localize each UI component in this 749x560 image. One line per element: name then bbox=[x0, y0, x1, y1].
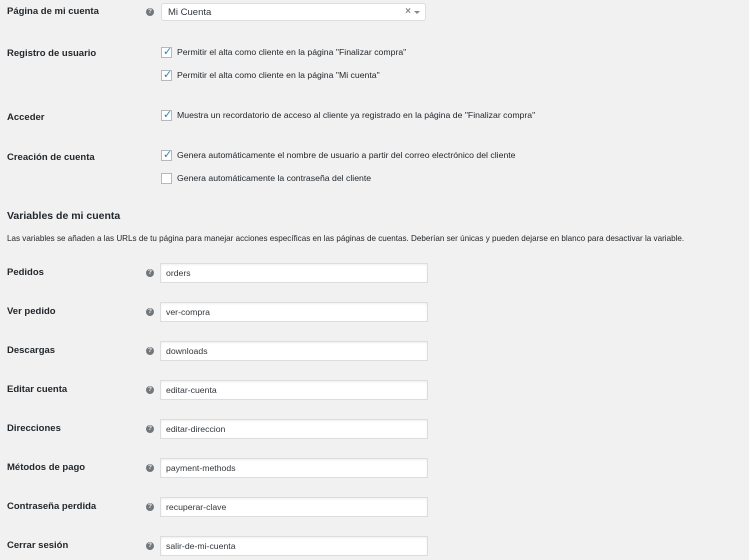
question-icon[interactable]: ? bbox=[146, 8, 154, 16]
endpoint-label: Cerrar sesión bbox=[7, 540, 69, 551]
login-reminder-checkbox[interactable] bbox=[161, 110, 172, 121]
login-row bbox=[0, 107, 749, 127]
question-icon[interactable]: ? bbox=[146, 308, 154, 316]
endpoints-section-description: Las variables se añaden a las URLs de tu página para manejar acciones específicas en las páginas de cuentas. Deberían ser únicas y pueden dejarse en blanco para desactivar la variable. bbox=[7, 234, 685, 243]
question-icon[interactable]: ? bbox=[146, 503, 154, 511]
auto-username-text: Genera automáticamente el nombre de usuario a partir del correo electrónico del cliente bbox=[177, 150, 516, 160]
endpoint-row-logout bbox=[0, 536, 749, 556]
endpoint-label: Editar cuenta bbox=[7, 384, 68, 395]
chevron-down-icon[interactable] bbox=[414, 11, 420, 14]
account-creation-label: Creación de cuenta bbox=[7, 152, 95, 163]
account-creation-row bbox=[0, 147, 749, 189]
question-icon[interactable]: ? bbox=[146, 425, 154, 433]
endpoint-input-payment-methods[interactable] bbox=[160, 458, 428, 478]
endpoint-input-edit-account[interactable] bbox=[160, 380, 428, 400]
checkout-registration-checkbox[interactable] bbox=[161, 47, 172, 58]
endpoint-row-view-order bbox=[0, 302, 749, 322]
endpoint-input-lost-password[interactable] bbox=[160, 497, 428, 517]
endpoint-row-orders bbox=[0, 263, 749, 283]
login-reminder-text: Muestra un recordatorio de acceso al cliente ya registrado en la página de "Finalizar compra" bbox=[177, 110, 536, 120]
my-account-page-select[interactable] bbox=[161, 3, 426, 21]
question-icon[interactable]: ? bbox=[146, 347, 154, 355]
checkmark-icon: ✓ bbox=[163, 149, 173, 161]
checkout-registration-text: Permitir el alta como cliente en la página "Finalizar compra" bbox=[177, 47, 407, 57]
auto-password-checkbox[interactable] bbox=[161, 173, 172, 184]
endpoint-label: Descargas bbox=[7, 345, 56, 356]
select-value: Mi Cuenta bbox=[168, 7, 212, 18]
endpoint-row-edit-account bbox=[0, 380, 749, 400]
auto-password-text: Genera automáticamente la contraseña del cliente bbox=[177, 173, 372, 183]
endpoint-label: Direcciones bbox=[7, 423, 61, 434]
registration-row bbox=[0, 44, 749, 86]
endpoint-label: Métodos de pago bbox=[7, 462, 86, 473]
endpoint-label: Pedidos bbox=[7, 267, 44, 278]
endpoint-input-addresses[interactable] bbox=[160, 419, 428, 439]
myaccount-registration-checkbox[interactable] bbox=[161, 70, 172, 81]
checkmark-icon: ✓ bbox=[163, 109, 173, 121]
question-icon[interactable]: ? bbox=[146, 464, 154, 472]
endpoint-label: Ver pedido bbox=[7, 306, 56, 317]
endpoint-row-addresses bbox=[0, 419, 749, 439]
my-account-page-row bbox=[0, 0, 749, 24]
my-account-page-label: Página de mi cuenta bbox=[7, 6, 99, 17]
endpoint-input-downloads[interactable] bbox=[160, 341, 428, 361]
endpoint-input-logout[interactable] bbox=[160, 536, 428, 556]
endpoint-row-downloads bbox=[0, 341, 749, 361]
endpoint-input-orders[interactable] bbox=[160, 263, 428, 283]
endpoint-row-payment-methods bbox=[0, 458, 749, 478]
endpoint-input-view-order[interactable] bbox=[160, 302, 428, 322]
question-icon[interactable]: ? bbox=[146, 386, 154, 394]
clear-icon[interactable]: × bbox=[405, 6, 411, 17]
registration-label: Registro de usuario bbox=[7, 48, 97, 59]
checkmark-icon: ✓ bbox=[163, 69, 173, 81]
question-icon[interactable]: ? bbox=[146, 269, 154, 277]
question-icon[interactable]: ? bbox=[146, 542, 154, 550]
endpoints-section-title: Variables de mi cuenta bbox=[7, 210, 121, 222]
endpoint-label: Contraseña perdida bbox=[7, 501, 97, 512]
checkmark-icon: ✓ bbox=[163, 46, 173, 58]
login-label: Acceder bbox=[7, 112, 45, 123]
endpoint-row-lost-password bbox=[0, 497, 749, 517]
myaccount-registration-text: Permitir el alta como cliente en la página "Mi cuenta" bbox=[177, 70, 380, 80]
auto-username-checkbox[interactable] bbox=[161, 150, 172, 161]
